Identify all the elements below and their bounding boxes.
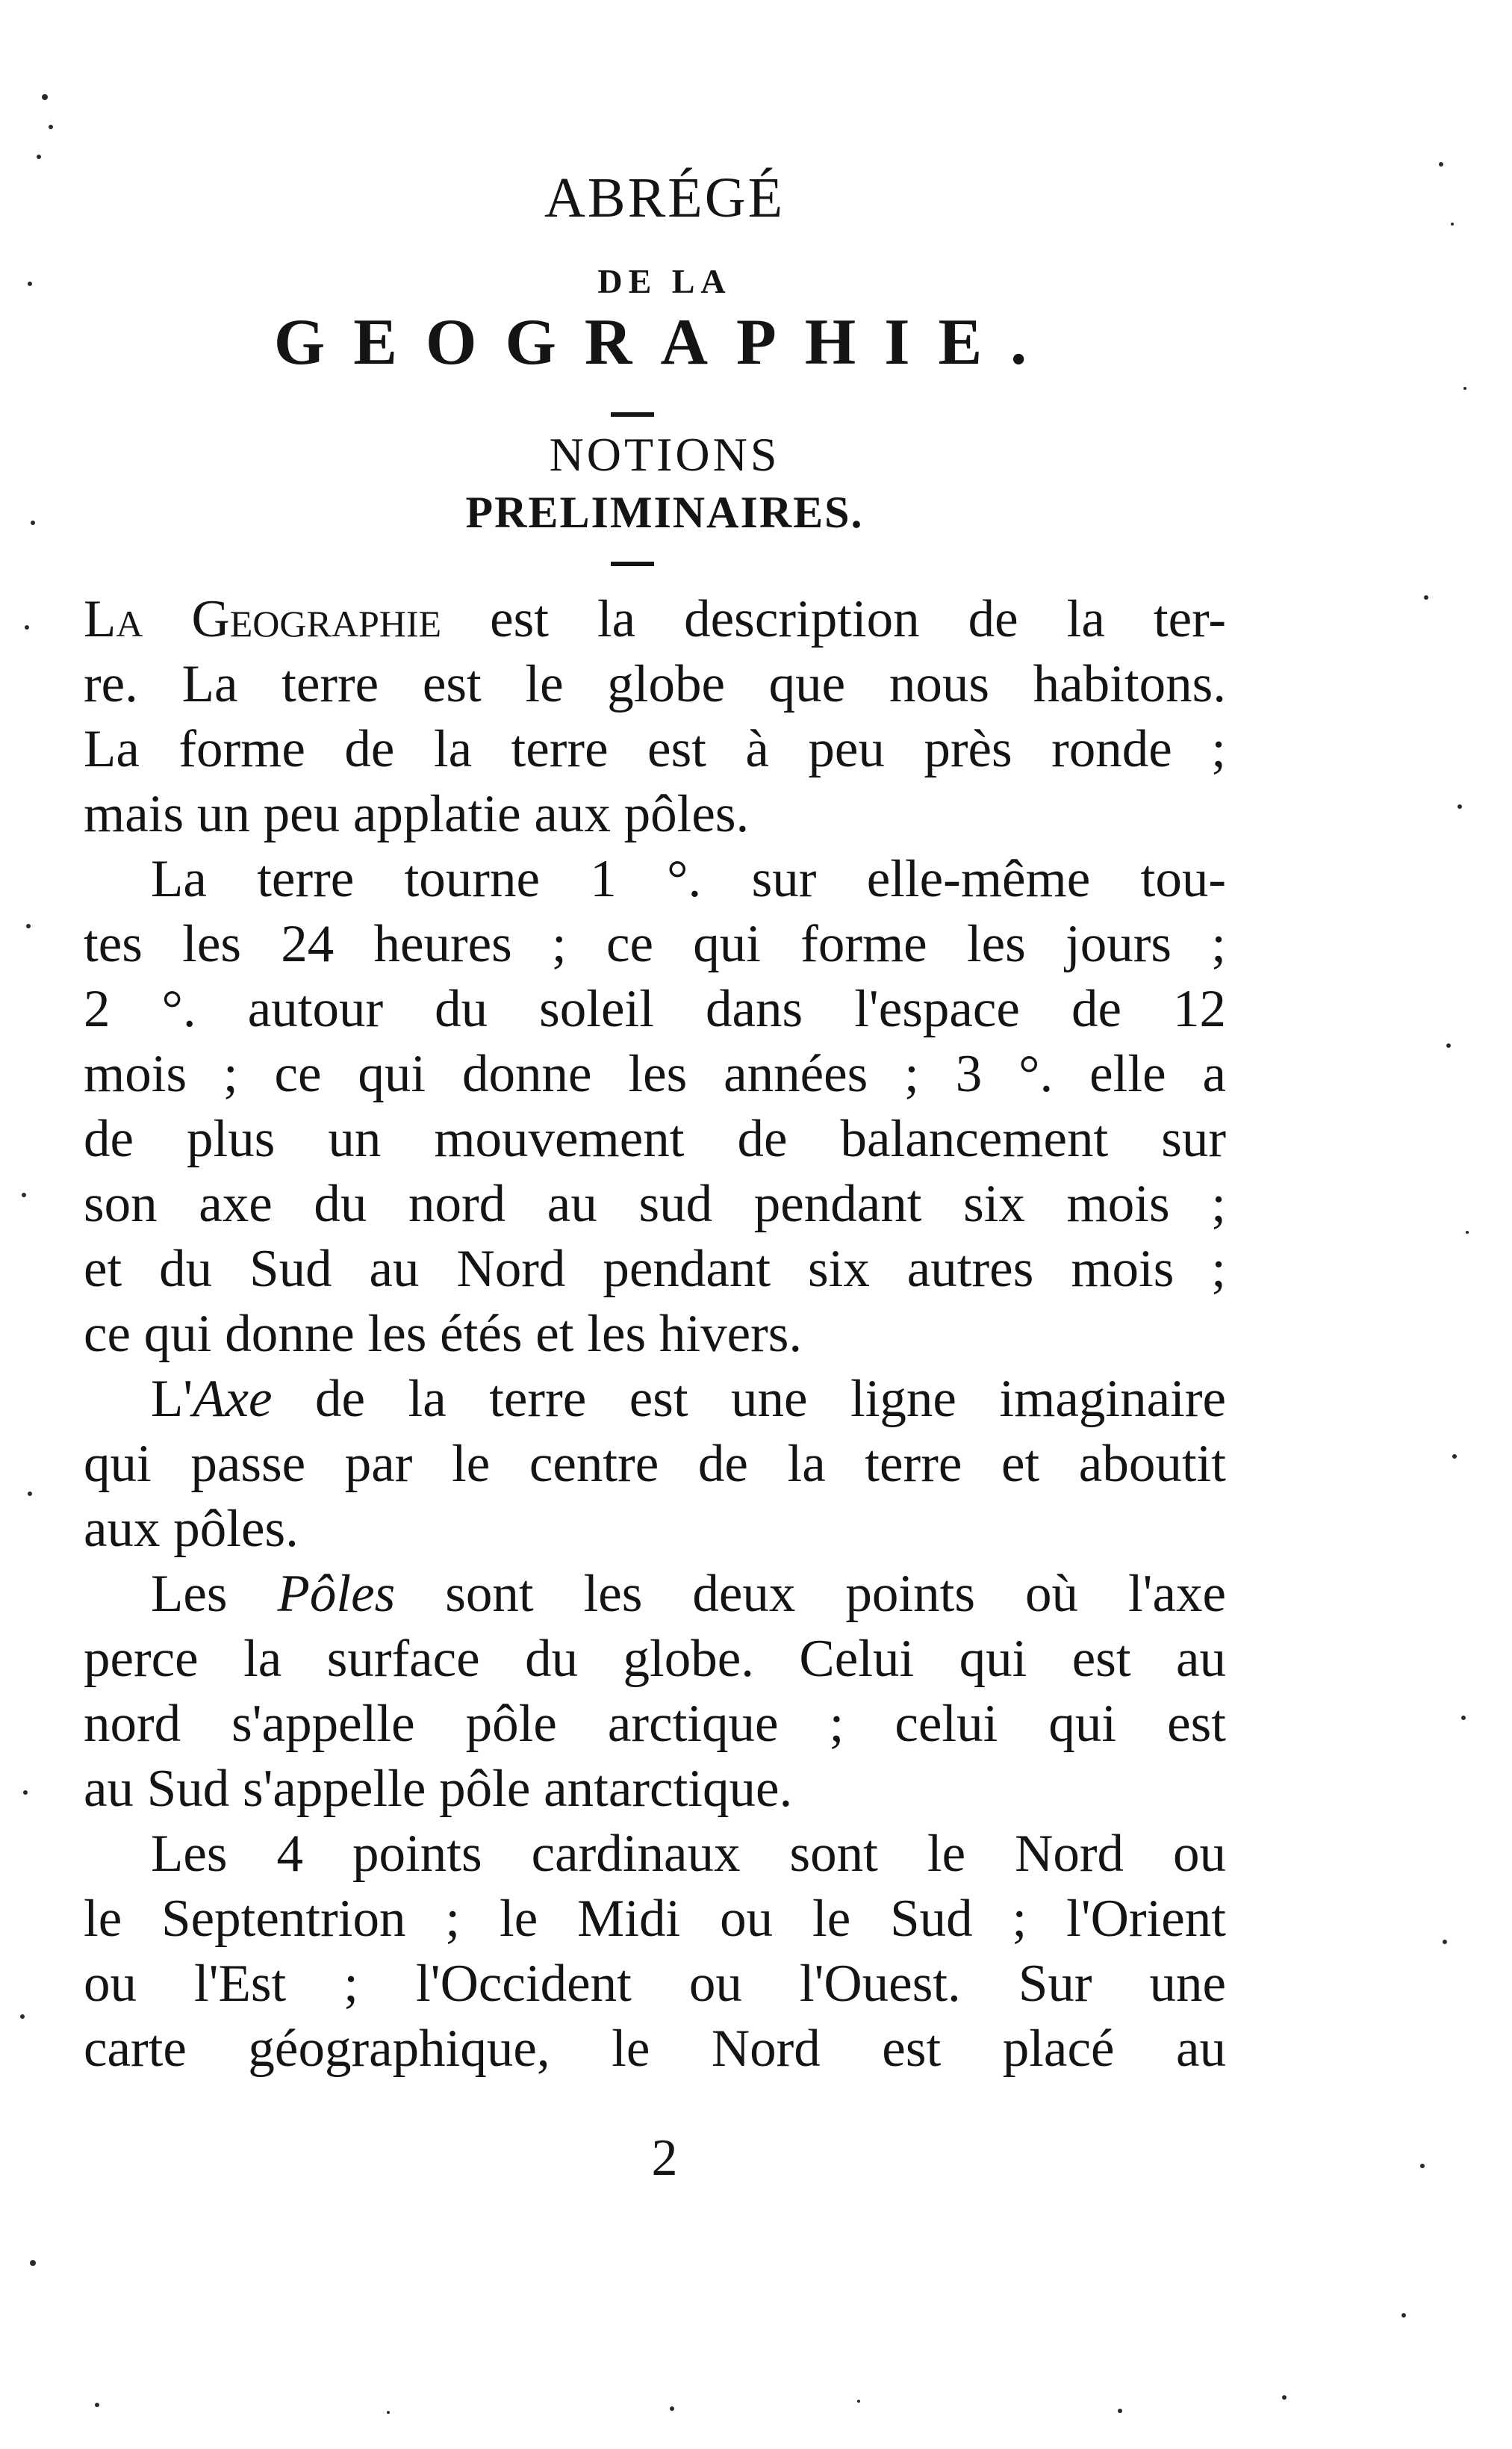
text-line: mais un peu applatie aux pôles.	[84, 785, 750, 843]
text-line: ce qui donne les étés et les hivers.	[84, 1305, 803, 1363]
heading-preliminaires: PRELIMINAIRES.	[465, 488, 864, 537]
text-line: tes les 24 heures ; ce qui forme les jours ;	[84, 915, 1226, 973]
text-line: La forme de la terre est à peu près ronde ;	[84, 720, 1226, 778]
text-line: de plus un mouvement de balancement sur	[84, 1110, 1226, 1168]
text-line	[84, 1367, 1226, 1432]
text-small-caps: La Geographie	[84, 590, 442, 648]
heading-notions: NOTIONS	[549, 428, 780, 481]
heading-geographie: GEOGRAPHIE.	[273, 306, 1056, 379]
text-line	[84, 587, 1226, 652]
text-line: ou l'Est ; l'Occident ou l'Ouest. Sur une	[84, 1955, 1226, 2013]
text-line: et du Sud au Nord pendant six autres mois ;	[84, 1240, 1226, 1298]
text-line: nord s'appelle pôle arctique ; celui qui est	[84, 1695, 1226, 1753]
text-line: aux pôles.	[84, 1500, 299, 1558]
text-line: au Sud s'appelle pôle antarctique.	[84, 1760, 793, 1818]
text-line: re. La terre est le globe que nous habitons.	[84, 655, 1226, 713]
text-run: Les	[151, 1565, 278, 1623]
text-line: perce la surface du globe. Celui qui est au	[84, 1630, 1226, 1688]
text-italic: Pôles	[277, 1565, 396, 1623]
heading-de-la: DE LA	[597, 262, 732, 300]
text-run: de la terre est une ligne imaginaire	[272, 1370, 1226, 1428]
body-text	[84, 587, 1226, 2082]
heading-abrege: ABRÉGÉ	[544, 167, 785, 229]
rule-upper	[611, 412, 654, 417]
text-line: carte géographique, le Nord est placé au	[84, 2020, 1226, 2078]
text-line: son axe du nord au sud pendant six mois ;	[84, 1175, 1226, 1233]
text-run: L'	[151, 1370, 193, 1428]
text-line: mois ; ce qui donne les années ; 3 °. elle a	[84, 1045, 1226, 1103]
text-line: qui passe par le centre de la terre et aboutit	[84, 1435, 1226, 1493]
page-number: 2	[651, 2129, 678, 2187]
text-line: La terre tourne 1 °. sur elle-même tou-	[151, 850, 1226, 908]
text-run: est la description de la ter-	[441, 590, 1226, 648]
text-line: Les 4 points cardinaux sont le Nord ou	[151, 1825, 1226, 1883]
text-run: sont les deux points où l'axe	[395, 1565, 1226, 1623]
rule-lower	[611, 562, 654, 566]
text-line: 2 °. autour du soleil dans l'espace de 12	[84, 980, 1226, 1038]
text-line: le Septentrion ; le Midi ou le Sud ; l'Orient	[84, 1890, 1226, 1948]
text-italic: Axe	[193, 1370, 273, 1428]
text-line	[84, 1562, 1226, 1627]
